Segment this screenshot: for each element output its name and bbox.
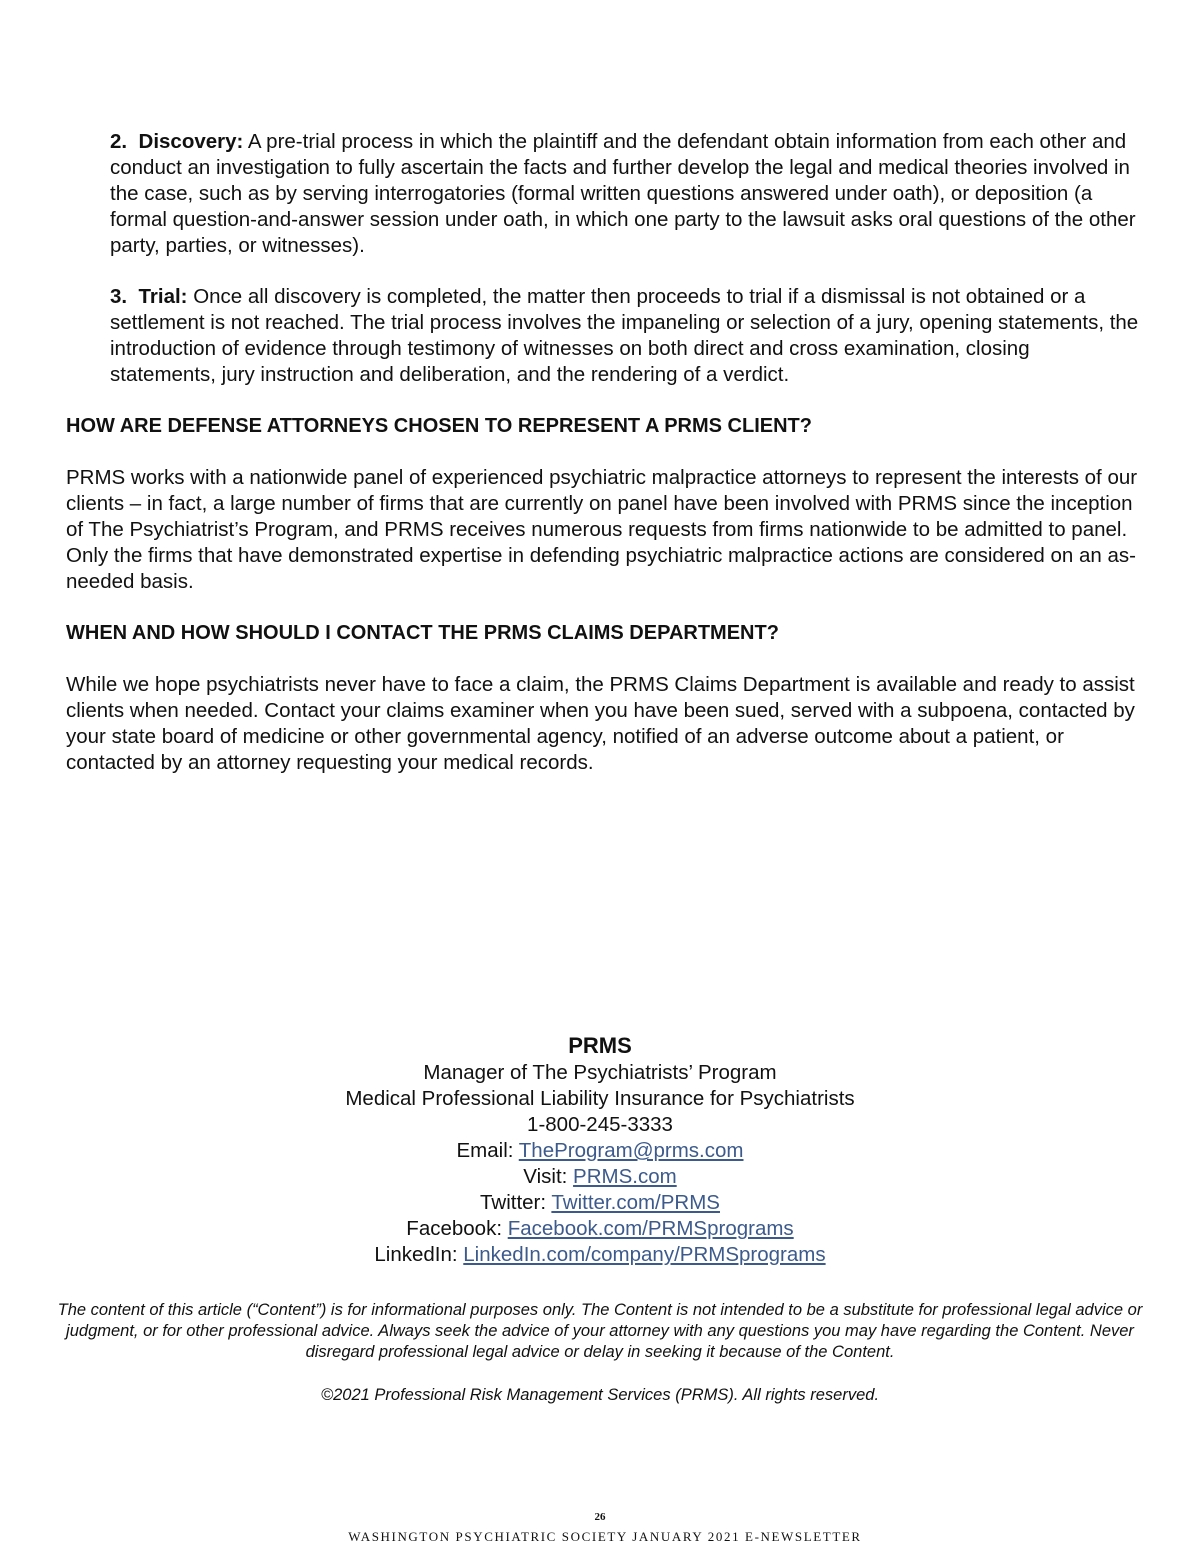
item-number: 3.: [110, 285, 128, 308]
item-text: A pre-trial process in which the plaintiff and the defendant obtain information from each other and conduct an investigation to fully ascertain the facts and further develop the legal and medical theories involved in the case, such as by serving interrogatories (formal written questions answered under oath), or deposition (a formal question-and-answer session under oath, in which one party to the lawsuit asks oral questions of the other party, parties, or witnesses).: [110, 130, 1136, 257]
contact-block: [0, 1032, 1200, 1268]
section-heading-claims-contact: WHEN AND HOW SHOULD I CONTACT THE PRMS CLAIMS DEPARTMENT?: [66, 622, 779, 644]
contact-facebook-row: [0, 1216, 1200, 1242]
contact-visit-label: Visit:: [523, 1165, 574, 1188]
copyright-text: ©2021 Professional Risk Management Services (PRMS). All rights reserved.: [320, 1386, 880, 1404]
section-heading-defense-attorneys: HOW ARE DEFENSE ATTORNEYS CHOSEN TO REPRESENT A PRMS CLIENT?: [66, 415, 812, 437]
contact-line-manager: Manager of The Psychiatrists’ Program: [423, 1061, 777, 1084]
section-body-claims-contact: While we hope psychiatrists never have to face a claim, the PRMS Claims Department is available and ready to assist clients when needed. Contact your claims examiner when you have been sued, served with a subpoena, contacted by your state board of medicine or other governmental agency, notified of an adverse outcome about a patient, or contacted by an attorney requesting your medical records.: [66, 673, 1135, 774]
list-item-discovery: [110, 129, 1140, 259]
disclaimer-text: The content of this article (“Content”) is for informational purposes only. The Content is not intended to be a substitute for professional legal advice or judgment, or for other professional advice. Always seek the advice of your attorney with any questions you may have regarding the Content. Never disregard professional legal advice or delay in seeking it because of the Content.: [57, 1301, 1143, 1361]
section-body-defense-attorneys: PRMS works with a nationwide panel of experienced psychiatric malpractice attorneys to represent the interests of our clients – in fact, a large number of firms that are currently on panel have been involved with PRMS since the inception of The Psychiatrist’s Program, and PRMS receives numerous requests from firms nationwide to be admitted to panel. Only the firms that have demonstrated expertise in defending psychiatric malpractice actions are considered on an as-needed basis.: [66, 466, 1138, 593]
contact-facebook-link[interactable]: Facebook.com/PRMSprograms: [507, 1217, 794, 1240]
publication-footer: WASHINGTON PSYCHIATRIC SOCIETY JANUARY 2021 E-NEWSLETTER: [348, 1529, 862, 1544]
contact-line-insurance: Medical Professional Liability Insurance for Psychiatrists: [345, 1087, 855, 1110]
contact-linkedin-link[interactable]: LinkedIn.com/company/PRMSprograms: [463, 1243, 826, 1266]
contact-linkedin-row: [0, 1242, 1200, 1268]
contact-email-link[interactable]: TheProgram@prms.com: [518, 1139, 744, 1162]
item-number: 2.: [110, 130, 128, 153]
contact-visit-row: [0, 1164, 1200, 1190]
contact-email-row: [0, 1138, 1200, 1164]
item-term: Trial:: [138, 285, 188, 308]
item-term: Discovery:: [138, 130, 244, 153]
contact-linkedin-label: LinkedIn:: [374, 1243, 464, 1266]
list-item-trial: [110, 284, 1140, 388]
contact-facebook-label: Facebook:: [406, 1217, 508, 1240]
contact-twitter-link[interactable]: Twitter.com/PRMS: [551, 1191, 720, 1214]
item-text: Once all discovery is completed, the matter then proceeds to trial if a dismissal is not obtained or a settlement is not reached. The trial process involves the impaneling or selection of a jury, opening statements, the introduction of evidence through testimony of witnesses on both direct and cross examination, closing statements, jury instruction and deliberation, and the rendering of a verdict.: [110, 285, 1139, 386]
contact-visit-link[interactable]: PRMS.com: [573, 1165, 677, 1188]
contact-twitter-label: Twitter:: [480, 1191, 552, 1214]
contact-email-label: Email:: [456, 1139, 519, 1162]
contact-org-name: PRMS: [568, 1033, 632, 1058]
contact-phone: 1-800-245-3333: [527, 1113, 673, 1136]
page-number: 26: [594, 1511, 606, 1523]
contact-twitter-row: [0, 1190, 1200, 1216]
